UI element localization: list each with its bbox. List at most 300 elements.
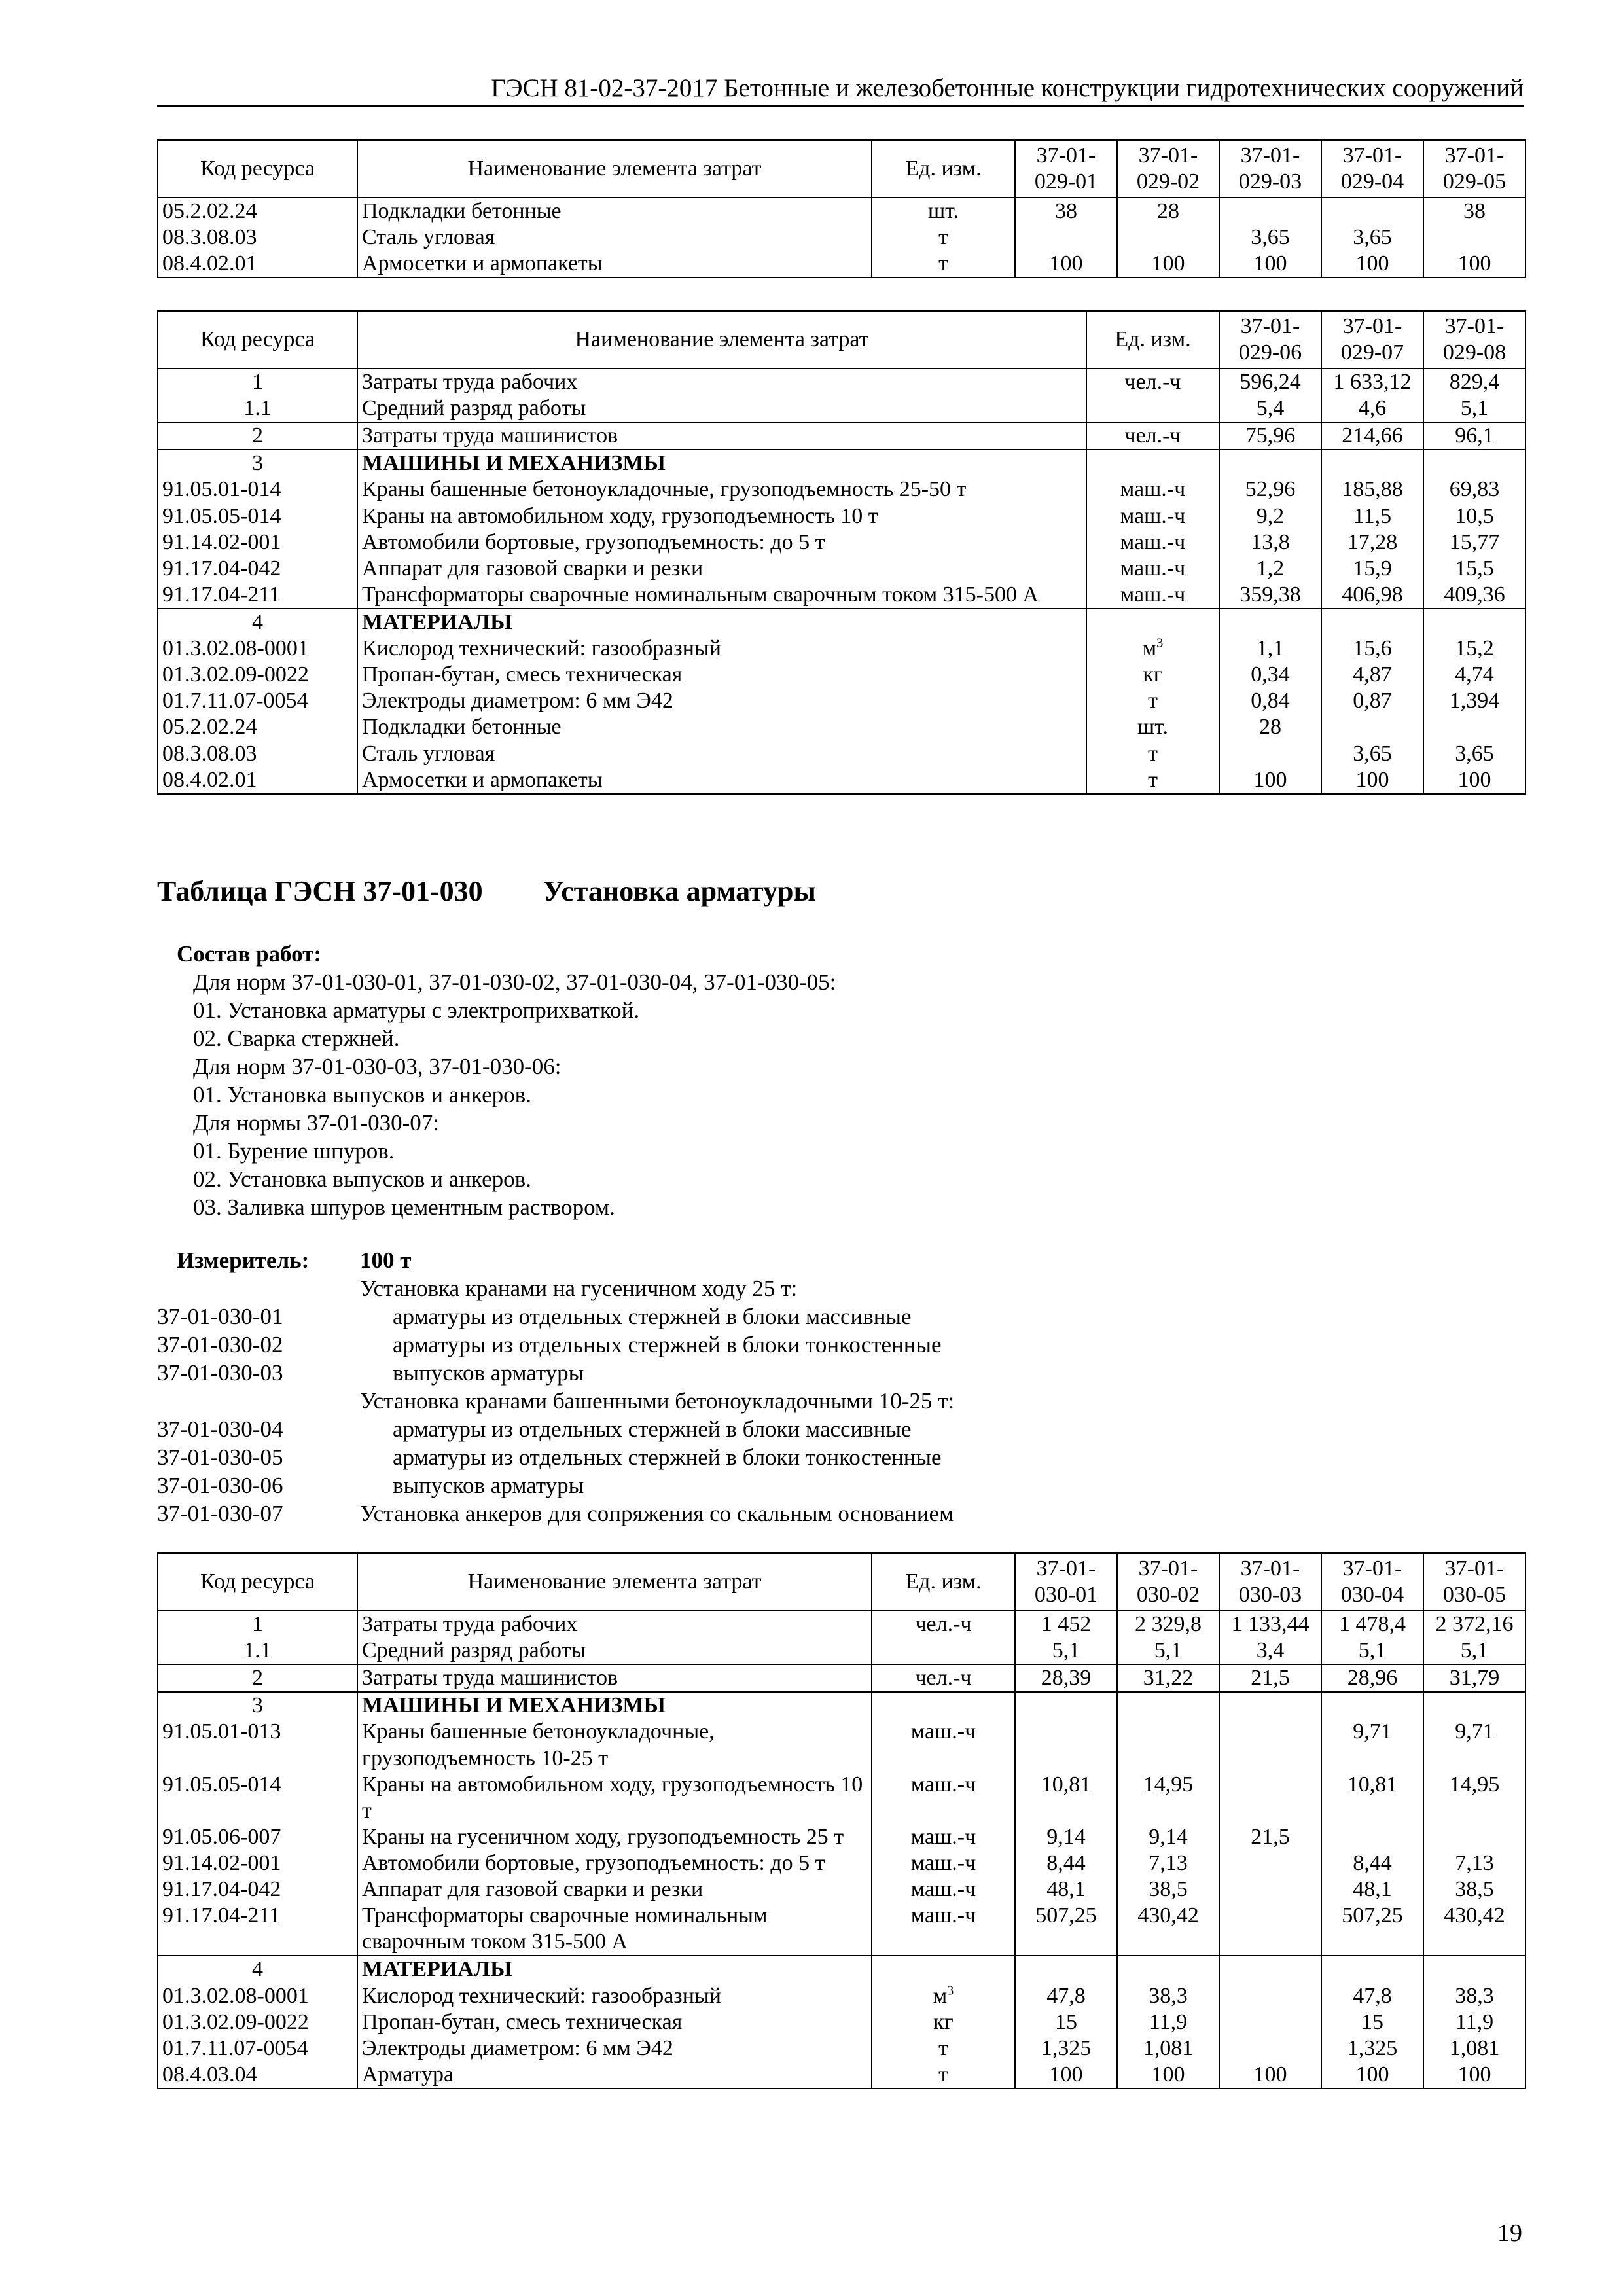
norm-row [157,1387,954,1415]
value-cell: 21,5 [1219,1664,1321,1692]
composition-line: 03. Заливка шпуров цементным раствором. [193,1194,615,1220]
norm-code: 37-01-030-02 [157,1332,283,1357]
resource-name: Трансформаторы сварочные номинальным сварочным током 315-500 А [357,1903,872,1956]
value-cell: 9,14 [1015,1824,1117,1850]
composition-line: 02. Установка выпусков и анкеров. [193,1166,531,1192]
section-row [158,1956,1525,1982]
norm-column-header: 37-01-030-03 [1219,1553,1321,1611]
unit-cell [872,1983,1015,2009]
value-cell: 100 [1423,2062,1525,2089]
resource-code: 1.1 [158,395,357,422]
resource-code: 08.4.02.01 [158,251,357,278]
section-title: МАТЕРИАЛЫ [357,1956,872,1982]
unit-cell [1086,609,1219,636]
value-cell [1321,1824,1423,1850]
unit-text: кг [1143,662,1163,687]
resource-code: 08.4.03.04 [158,2062,357,2089]
norm-column-header: 37-01-030-05 [1423,1553,1525,1611]
table-title [157,874,816,909]
resource-name: Автомобили бортовые, грузоподъемность: до 5 т [357,1850,872,1876]
value-cell: 9,14 [1117,1824,1219,1850]
unit-cell [1086,688,1219,714]
value-cell: 1,081 [1117,2036,1219,2062]
norm-column-header: 37-01-029-08 [1423,311,1525,368]
work-composition [177,940,836,1221]
value-cell: 100 [1219,251,1321,278]
unit-cell [872,1638,1015,1664]
table-row [158,1824,1525,1850]
value-cell [1423,609,1525,636]
unit-cell [872,1611,1015,1638]
norm-column-header: 37-01-030-01 [1015,1553,1117,1611]
norm-description: арматуры из отдельных стержней в блоки массивные [393,1416,912,1442]
value-cell: 38,5 [1423,1876,1525,1903]
table-row [158,1638,1525,1664]
norm-column-header: 37-01-029-06 [1219,311,1321,368]
unit-cell [1086,767,1219,794]
table-number: Таблица ГЭСН 37-01-030 [157,875,483,907]
norm-column-header: 37-01-029-02 [1117,140,1219,198]
norm-column-header: 37-01-030-02 [1117,1553,1219,1611]
table-row [158,529,1525,556]
value-cell: 10,81 [1015,1772,1117,1824]
unit-cell [1086,582,1219,609]
value-cell: 52,96 [1219,476,1321,503]
norm-description: Установка кранами башенными бетоноукладочными 10-25 т: [360,1388,955,1414]
value-cell: 430,42 [1117,1903,1219,1956]
unit-text: маш.-ч [1120,529,1186,554]
resource-code: 08.3.08.03 [158,741,357,767]
unit-text: т [1148,689,1158,713]
measure-label: Измеритель: [177,1247,310,1273]
value-cell: 5,1 [1015,1638,1117,1664]
measure-block [157,1246,954,1528]
composition-line: Для нормы 37-01-030-07: [193,1110,439,1136]
unit-text: маш.-ч [1120,582,1186,607]
value-cell: 15,6 [1321,636,1423,662]
table-row [158,688,1525,714]
composition-line: 01. Установка арматуры с электроприхваткой. [193,997,640,1023]
norm-code: 37-01-030-05 [157,1444,283,1470]
value-cell: 3,65 [1321,224,1423,251]
resource-code: 91.05.01-014 [158,476,357,503]
code-header: Код ресурса [158,311,357,368]
value-cell [1423,224,1525,251]
value-cell: 1 478,4 [1321,1611,1423,1638]
value-cell: 7,13 [1423,1850,1525,1876]
value-cell [1321,1692,1423,1719]
value-cell: 1,325 [1321,2036,1423,2062]
value-cell: 47,8 [1015,1983,1117,2009]
value-cell: 1,394 [1423,688,1525,714]
norm-column-header: 37-01-029-04 [1321,140,1423,198]
value-cell: 100 [1321,767,1423,794]
unit-text: чел.-ч [915,1666,972,1691]
table-row [158,2009,1525,2036]
value-cell: 28 [1219,714,1321,740]
resource-code: 01.3.02.08-0001 [158,1983,357,2009]
value-cell: 100 [1219,2062,1321,2089]
unit-cell [872,2036,1015,2062]
table-row [158,503,1525,529]
value-cell [1219,198,1321,224]
norm-row [157,1471,954,1499]
resource-name: Затраты труда машинистов [357,1664,872,1692]
resource-name: Краны башенные бетоноукладочные, грузоподъемность 10-25 т [357,1719,872,1771]
resource-name: Армосетки и армопакеты [357,767,1086,794]
resource-name: Затраты труда рабочих [357,1611,872,1638]
value-cell: 507,25 [1015,1903,1117,1956]
norm-code: 37-01-030-03 [157,1360,283,1386]
norm-row [157,1302,954,1331]
norm-code [157,1387,360,1415]
resource-name: Аппарат для газовой сварки и резки [357,556,1086,582]
unit-cell [1086,395,1219,422]
resource-name: Подкладки бетонные [357,714,1086,740]
resource-name: Краны на автомобильном ходу, грузоподъемность 10 т [357,1772,872,1824]
norm-code: 37-01-030-07 [157,1501,283,1526]
value-cell: 3,65 [1219,224,1321,251]
norm-row [157,1499,954,1528]
unit-text: т [938,2062,948,2087]
value-cell: 15 [1015,2009,1117,2036]
norm-code: 37-01-030-06 [157,1473,283,1498]
unit-text: маш.-ч [1120,556,1186,581]
table-row [158,1850,1525,1876]
value-cell: 9,71 [1423,1719,1525,1771]
value-cell: 14,95 [1423,1772,1525,1824]
table-row [158,741,1525,767]
resource-code: 91.17.04-211 [158,582,357,609]
value-cell: 69,83 [1423,476,1525,503]
composition-line: Для норм 37-01-030-01, 37-01-030-02, 37-01-030-04, 37-01-030-05: [193,969,836,995]
unit-text: маш.-ч [1120,477,1186,502]
table-row [158,2036,1525,2062]
unit-cell [1086,556,1219,582]
table-row [158,476,1525,503]
value-cell: 31,79 [1423,1664,1525,1692]
norm-description: арматуры из отдельных стержней в блоки массивные [393,1304,912,1329]
resource-code: 05.2.02.24 [158,714,357,740]
resource-code: 1.1 [158,1638,357,1664]
value-cell: 406,98 [1321,582,1423,609]
value-cell: 430,42 [1423,1903,1525,1956]
norm-column-header: 37-01-029-07 [1321,311,1423,368]
value-cell: 11,5 [1321,503,1423,529]
unit-cell [872,1664,1015,1692]
norm-description: арматуры из отдельных стержней в блоки тонкостенные [393,1444,942,1470]
running-header: ГЭСН 81-02-37-2017 Бетонные и железобетонные конструкции гидротехнических сооружений [157,73,1524,107]
norm-description: выпусков арматуры [393,1360,584,1386]
resource-code: 1 [158,1611,357,1638]
resource-code: 2 [158,1664,357,1692]
value-cell: 38,3 [1117,1983,1219,2009]
composition-line: Для норм 37-01-030-03, 37-01-030-06: [193,1054,562,1079]
value-cell: 47,8 [1321,1983,1423,2009]
resource-name: Трансформаторы сварочные номинальным сварочным током 315-500 А [357,582,1086,609]
norm-row [157,1274,954,1302]
value-cell: 0,84 [1219,688,1321,714]
value-cell [1423,450,1525,476]
unit-text: маш.-ч [910,1877,976,1902]
unit-cell [872,224,1015,251]
resource-code: 91.14.02-001 [158,529,357,556]
norm-column-header: 37-01-029-01 [1015,140,1117,198]
unit-header: Ед. изм. [872,140,1015,198]
value-cell: 15,2 [1423,636,1525,662]
resource-name: Электроды диаметром: 6 мм Э42 [357,688,1086,714]
value-cell: 96,1 [1423,422,1525,450]
unit-text: маш.-ч [1120,503,1186,528]
resource-code: 01.3.02.09-0022 [158,2009,357,2036]
code-header: Код ресурса [158,140,357,198]
value-cell [1219,609,1321,636]
resource-name: Кислород технический: газообразный [357,1983,872,2009]
value-cell [1219,1903,1321,1956]
value-cell: 10,81 [1321,1772,1423,1824]
unit-cell [872,2062,1015,2089]
value-cell [1219,2036,1321,2062]
value-cell: 48,1 [1321,1876,1423,1903]
value-cell: 100 [1423,767,1525,794]
value-cell: 100 [1321,251,1423,278]
unit-cell [872,1772,1015,1824]
resource-name: Краны на автомобильном ходу, грузоподъемность 10 т [357,503,1086,529]
resource-name: Затраты труда машинистов [357,422,1086,450]
value-cell: 2 329,8 [1117,1611,1219,1638]
value-cell: 14,95 [1117,1772,1219,1824]
table-row [158,1664,1525,1692]
unit-cell [872,1824,1015,1850]
value-cell: 48,1 [1015,1876,1117,1903]
norm-code: 37-01-030-01 [157,1304,283,1329]
resource-code: 91.14.02-001 [158,1850,357,1876]
table-row [158,1876,1525,1903]
table-row [158,1983,1525,2009]
section-title: МАШИНЫ И МЕХАНИЗМЫ [357,1692,872,1719]
value-cell: 3,65 [1321,741,1423,767]
unit-text: шт. [1137,715,1168,740]
value-cell [1219,1876,1321,1903]
value-cell: 38,5 [1117,1876,1219,1903]
resource-code: 08.3.08.03 [158,224,357,251]
unit-header: Ед. изм. [1086,311,1219,368]
table-row [158,1903,1525,1956]
value-cell [1321,1956,1423,1982]
resource-name: Автомобили бортовые, грузоподъемность: до 5 т [357,529,1086,556]
value-cell [1423,1956,1525,1982]
value-cell [1219,1850,1321,1876]
value-cell: 11,9 [1117,2009,1219,2036]
resource-code: 1 [158,368,357,395]
value-cell: 3,65 [1423,741,1525,767]
unit-text: т [1148,767,1158,792]
resource-code: 91.05.05-014 [158,503,357,529]
table-row [158,556,1525,582]
resource-code: 91.17.04-042 [158,1876,357,1903]
value-cell: 4,74 [1423,662,1525,688]
value-cell [1015,1956,1117,1982]
name-header: Наименование элемента затрат [357,140,872,198]
value-cell: 1,081 [1423,2036,1525,2062]
table-row [158,395,1525,422]
value-cell: 15,9 [1321,556,1423,582]
value-cell [1117,1956,1219,1982]
unit-text: т [938,225,948,250]
composition-line: 02. Сварка стержней. [193,1026,400,1051]
norm-row [157,1443,954,1471]
section-title: МАШИНЫ И МЕХАНИЗМЫ [357,450,1086,476]
resource-name: Затраты труда рабочих [357,368,1086,395]
value-cell: 10,5 [1423,503,1525,529]
unit-cell [872,1850,1015,1876]
value-cell: 17,28 [1321,529,1423,556]
value-cell: 38 [1423,198,1525,224]
resource-code: 91.05.06-007 [158,1824,357,1850]
name-header: Наименование элемента затрат [357,1553,872,1611]
value-cell: 15 [1321,2009,1423,2036]
resource-name: Аппарат для газовой сварки и резки [357,1876,872,1903]
value-cell: 214,66 [1321,422,1423,450]
unit-text: маш.-ч [910,1824,976,1849]
value-cell: 1,2 [1219,556,1321,582]
resource-name: Краны на гусеничном ходу, грузоподъемность 25 т [357,1824,872,1850]
resource-code: 4 [158,609,357,636]
value-cell: 0,87 [1321,688,1423,714]
value-cell: 38 [1015,198,1117,224]
resource-table-029-b [157,310,1526,795]
norm-description: Установка анкеров для сопряжения со скальным основанием [360,1501,954,1526]
value-cell [1219,1956,1321,1982]
norm-description: арматуры из отдельных стержней в блоки тонкостенные [393,1332,942,1357]
unit-cell [872,1692,1015,1719]
value-cell: 100 [1117,251,1219,278]
table-row [158,422,1525,450]
section-row [158,609,1525,636]
value-cell: 15,5 [1423,556,1525,582]
value-cell: 1,1 [1219,636,1321,662]
value-cell [1219,1692,1321,1719]
value-cell: 13,8 [1219,529,1321,556]
resource-table-029-a [157,139,1526,278]
name-header: Наименование элемента затрат [357,311,1086,368]
unit-cell [1086,741,1219,767]
resource-name: Краны башенные бетоноукладочные, грузоподъемность 25-50 т [357,476,1086,503]
resource-code: 91.17.04-042 [158,556,357,582]
unit-text: маш.-ч [910,1772,976,1797]
section-title: МАТЕРИАЛЫ [357,609,1086,636]
resource-code: 01.7.11.07-0054 [158,2036,357,2062]
norm-row [157,1331,954,1359]
page-number: 19 [1497,2219,1522,2247]
value-cell: 596,24 [1219,368,1321,395]
resource-code: 91.05.01-013 [158,1719,357,1771]
composition-line: 01. Установка выпусков и анкеров. [193,1082,531,1107]
resource-name: Пропан-бутан, смесь техническая [357,662,1086,688]
norm-description: выпусков арматуры [393,1473,584,1498]
value-cell: 9,2 [1219,503,1321,529]
value-cell: 21,5 [1219,1824,1321,1850]
unit-exponent: 3 [1156,636,1164,651]
value-cell: 185,88 [1321,476,1423,503]
unit-text: т [938,251,948,276]
value-cell: 75,96 [1219,422,1321,450]
value-cell: 1 633,12 [1321,368,1423,395]
value-cell [1015,1692,1117,1719]
value-cell [1321,609,1423,636]
resource-name: Средний разряд работы [357,1638,872,1664]
value-cell [1423,714,1525,740]
resource-code: 91.17.04-211 [158,1903,357,1956]
value-cell: 1,325 [1015,2036,1117,2062]
resource-code: 3 [158,450,357,476]
value-cell [1219,741,1321,767]
unit-cell [872,198,1015,224]
value-cell: 1 452 [1015,1611,1117,1638]
norm-column-header: 37-01-030-04 [1321,1553,1423,1611]
value-cell: 100 [1117,2062,1219,2089]
value-cell: 38,3 [1423,1983,1525,2009]
resource-code: 01.3.02.08-0001 [158,636,357,662]
unit-text: т [938,2036,948,2060]
norm-list [157,1274,954,1528]
resource-name: Подкладки бетонные [357,198,872,224]
value-cell [1423,1824,1525,1850]
unit-cell [872,1719,1015,1771]
resource-code: 4 [158,1956,357,1982]
value-cell: 507,25 [1321,1903,1423,1956]
value-cell [1117,224,1219,251]
unit-cell [872,2009,1015,2036]
resource-name: Арматура [357,2062,872,2089]
norm-code: 37-01-030-04 [157,1416,283,1442]
table-row [158,1772,1525,1824]
norm-row [157,1359,954,1387]
value-cell: 2 372,16 [1423,1611,1525,1638]
resource-code: 91.05.05-014 [158,1772,357,1824]
resource-name: Сталь угловая [357,741,1086,767]
resource-name: Электроды диаметром: 6 мм Э42 [357,2036,872,2062]
value-cell [1015,224,1117,251]
value-cell: 100 [1423,251,1525,278]
value-cell [1321,450,1423,476]
value-cell: 100 [1015,2062,1117,2089]
resource-name: Армосетки и армопакеты [357,251,872,278]
value-cell [1117,1692,1219,1719]
value-cell: 359,38 [1219,582,1321,609]
unit-text: маш.-ч [910,1850,976,1875]
table-row [158,2062,1525,2089]
table-row [158,662,1525,688]
value-cell: 5,4 [1219,395,1321,422]
value-cell: 8,44 [1321,1850,1423,1876]
value-cell: 5,1 [1423,395,1525,422]
unit-cell [872,251,1015,278]
unit-cell [1086,503,1219,529]
table-row [158,636,1525,662]
value-cell: 100 [1321,2062,1423,2089]
value-cell: 4,6 [1321,395,1423,422]
value-cell [1219,1983,1321,2009]
norm-column-header: 37-01-029-05 [1423,140,1525,198]
value-cell: 5,1 [1321,1638,1423,1664]
value-cell: 5,1 [1423,1638,1525,1664]
unit-cell [872,1956,1015,1982]
value-cell: 11,9 [1423,2009,1525,2036]
code-header: Код ресурса [158,1553,357,1611]
resource-code: 01.7.11.07-0054 [158,688,357,714]
unit-cell [1086,662,1219,688]
